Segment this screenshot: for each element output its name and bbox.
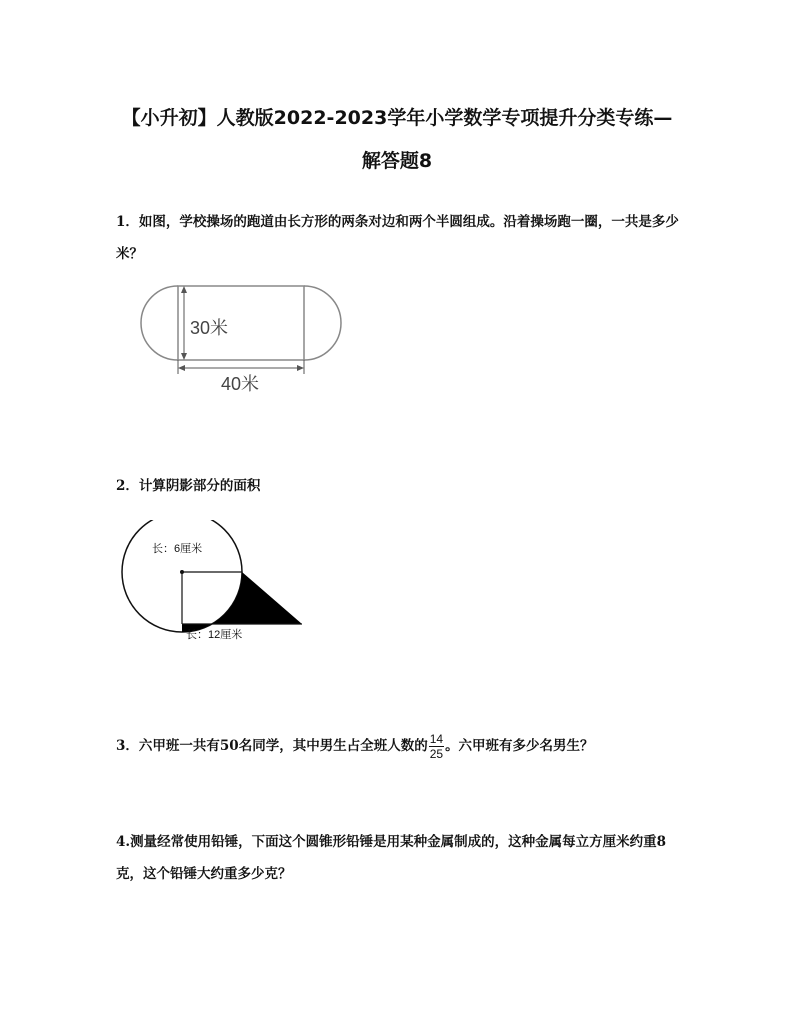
page-title-line1: 【小升初】人教版2022-2023学年小学数学专项提升分类专练— [121,107,673,129]
fraction [429,732,444,761]
question-3-text-after: 。六甲班有多少名男生？ [445,738,594,754]
fraction-numerator: 14 [429,732,444,746]
width-arrow-head-right [297,365,304,371]
height-arrow-head-bottom [181,353,187,360]
page-title-line2: 解答题8 [361,150,433,172]
question-2-text: 计算阴影部分的面积 [138,478,261,494]
width-label: 40米 [221,374,260,394]
question-1-text: 如图，学校操场的跑道由长方形的两条对边和两个半圆组成。沿着操场跑一圈，一共是多少米？ [116,214,679,262]
question-4-number: 4. [116,834,131,850]
question-3 [116,730,686,762]
question-1-number: 1． [116,214,139,230]
fraction-denominator: 25 [429,747,444,761]
height-label: 30米 [190,318,229,338]
question-2-number: 2． [116,478,139,494]
question-3-text-before: 六甲班一共有50名同学，其中男生占全班人数的 [138,738,428,754]
shaded-area-figure [116,520,316,650]
shaded-region [182,572,302,632]
question-4 [116,826,686,890]
width-arrow-head-left [178,365,185,371]
question-4-text: 测量经常使用铅锤，下面这个圆锥形铅锤是用某种金属制成的，这种金属每立方厘米约重8克，这个铅锤大约重多少克？ [116,834,666,882]
track-left-semicircle [141,286,178,360]
base-label: 长：12厘米 [186,629,243,641]
radius-label: 长：6厘米 [152,543,203,555]
track-right-semicircle [304,286,341,360]
track-figure [130,278,350,398]
question-2 [116,470,686,502]
height-arrow-head-top [181,286,187,293]
question-1 [116,206,686,270]
question-3-number: 3． [116,738,139,754]
center-dot [180,570,184,574]
